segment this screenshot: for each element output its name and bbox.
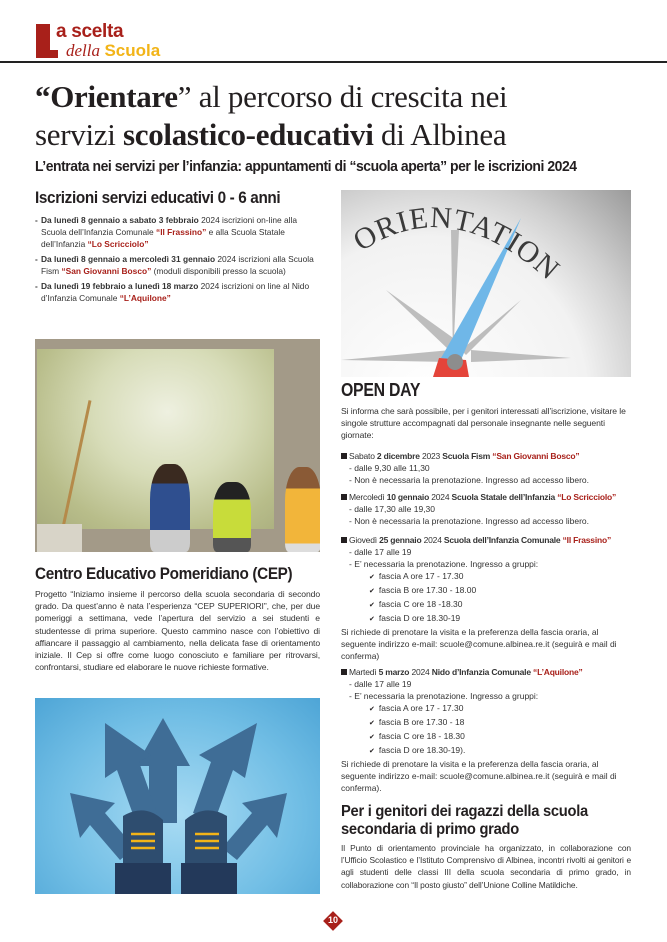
event-date: 10 gennaio: [386, 492, 430, 502]
open-day-event: [341, 450, 633, 486]
school-name: “Il Frassino”: [156, 227, 207, 237]
iscrizioni-list: [35, 214, 320, 304]
headline-bold-1: Orientare: [50, 79, 178, 114]
item-date-range: Da lunedì 19 febbraio a lunedì 18 marzo: [41, 281, 199, 291]
page-headline: [35, 78, 645, 154]
child-figure: [213, 482, 251, 552]
event-note: Si richiede di prenotare la visita e la preferenza della fascia oraria, al seguente indirizzo e-mail: scuole@comune.albinea.re.it (seguirà e mail di conferma).: [341, 759, 617, 793]
cep-text: Progetto “Iniziamo insieme il percorso della scuola secondaria di secondo grado. Da quest’anno è nata l’esperienza “CEP SUPERIORI”, che, per due pomeriggi a settimana, vede l’apertura del servizio a sei studenti e studentesse di prima superiore. Questo cammino nasce con l’obiettivo di affiancare il passaggio al cambiamento, nella delicata fase di orientamento iniziale. Il Cep si offre come luogo conosciuto e familiare per ritrovarsi, confrontarsi, studiare ed elaborare le nuove richieste formative.: [35, 589, 320, 673]
iscrizioni-section: [35, 188, 320, 307]
genitori-title: Per i genitori dei ragazzi della scuola secondaria di primo grado: [341, 803, 588, 838]
logo-scuola: Scuola: [104, 41, 161, 60]
item-date-range: Da lunedì 8 gennaio a sabato 3 febbraio: [41, 215, 199, 225]
logo-della: della: [66, 41, 100, 60]
iscrizioni-title: Iscrizioni servizi educativi 0 - 6 anni: [35, 188, 281, 207]
item-text: 2024 iscrizioni on line al Nido d’Infanzia Comunale: [41, 281, 310, 303]
logo-letter-l: [36, 24, 50, 58]
event-day: Mercoledì: [349, 492, 387, 502]
close-quote: ”: [177, 79, 192, 114]
header-rule: [0, 61, 667, 63]
event-booking: - E’ necessaria la prenotazione. Ingresso a gruppi:: [349, 691, 539, 701]
event-booking: - Non è necessaria la prenotazione. Ingresso ad accesso libero.: [349, 516, 590, 526]
list-item: [35, 280, 320, 304]
item-date-range: Da lunedì 8 gennaio a mercoledì 31 gennaio: [41, 254, 216, 264]
event-day: Giovedì: [349, 535, 380, 545]
time-slot: ✔ fascia B ore 17.30 - 18: [341, 716, 633, 730]
event-heading: [341, 534, 633, 546]
open-day-intro: Si informa che sarà possibile, per i genitori interessati all’iscrizione, visitare le singole strutture accompagnati dal personale insegnante nelle seguenti giornate:: [341, 406, 626, 441]
headline-part-3: di Albinea: [373, 117, 507, 152]
orientation-compass-image: [341, 190, 631, 377]
school-name: “L’Aquilone”: [119, 293, 171, 303]
event-school: Nido d’Infanzia Comunale: [431, 667, 534, 677]
time-slot: ✔ fascia D ore 18.30-19).: [341, 744, 633, 758]
event-hours: - dalle 17 alle 19: [349, 679, 412, 689]
open-day-event: [341, 534, 633, 662]
shoes-arrows-photo: [35, 698, 320, 894]
event-booking: - Non è necessaria la prenotazione. Ingresso ad accesso libero.: [349, 475, 590, 485]
open-quote: “: [35, 79, 51, 114]
time-slot: ✔ fascia A ore 17 - 17.30: [341, 570, 633, 584]
event-heading: [341, 491, 633, 503]
child-figure: [150, 464, 190, 552]
page-number-badge: [323, 911, 343, 931]
cep-title: Centro Educativo Pomeridiano (CEP): [35, 564, 293, 583]
child-figure: [285, 467, 320, 552]
event-note: Si richiede di prenotare la visita e la preferenza della fascia oraria, al seguente indirizzo e-mail: scuole@comune.albinea.re.it (seguirà e mail di conferma): [341, 627, 617, 661]
event-booking: - E’ necessaria la prenotazione. Ingresso a gruppi:: [349, 559, 539, 569]
event-school: Scuola dell’Infanzia Comunale: [443, 535, 563, 545]
time-slot: ✔ fascia D ore 18.30-19: [341, 612, 633, 626]
arrows-illustration: [35, 698, 320, 894]
event-day: Martedì: [349, 667, 379, 677]
compass-illustration: [341, 190, 631, 377]
event-date: 5 marzo: [378, 667, 410, 677]
masthead-logo: [36, 22, 236, 60]
school-name: “Il Frassino”: [562, 535, 612, 545]
time-slot: ✔ fascia C ore 18 - 18.30: [341, 730, 633, 744]
event-hours: - dalle 17,30 alle 19,30: [349, 504, 436, 514]
compass-pivot: [447, 354, 463, 370]
vase: [37, 524, 82, 552]
event-year: 2024: [429, 492, 452, 502]
page-number: 10: [327, 915, 338, 925]
open-day-event: [341, 491, 633, 527]
event-day: Sabato: [349, 451, 377, 461]
school-name: “San Giovanni Bosco”: [492, 451, 580, 461]
event-date: 25 gennaio: [379, 535, 422, 545]
genitori-text: Il Punto di orientamento provinciale ha organizzato, in collaborazione con l’Ufficio Scolastico e l’Istituto Comprensivo di Albinea, incontri rivolti ai genitori e agli studenti delle classi III della scuola secondaria di primo grado, in collaborazione con “Il posto giusto” dell’Unione Colline Matildiche.: [341, 843, 631, 890]
event-heading: [341, 450, 633, 462]
event-date: 2 dicembre: [376, 451, 420, 461]
school-name: “L’Aquilone”: [533, 667, 583, 677]
event-heading: [341, 666, 633, 678]
school-name: “San Giovanni Bosco”: [61, 266, 152, 276]
headline-bold-2: scolastico-educativi: [122, 117, 374, 152]
open-day-event: [341, 666, 633, 794]
headline-part-2: servizi: [35, 117, 123, 152]
list-item: [35, 214, 320, 250]
school-name: “Lo Scricciolo”: [87, 239, 149, 249]
time-slot: ✔ fascia A ore 17 - 17.30: [341, 702, 633, 716]
item-text: 2024 iscrizioni alla Scuola Fism: [41, 254, 314, 276]
compass-word: ORIENTATION: [347, 200, 567, 287]
event-year: 2023: [419, 451, 443, 461]
item-text: e alla Scuola Statale dell’Infanzia: [41, 227, 285, 249]
open-day-title: OPEN DAY: [341, 380, 421, 400]
event-school: Scuola Fism: [442, 451, 493, 461]
logo-line-1: a scelta: [56, 21, 124, 42]
page-subheading: L’entrata nei servizi per l’infanzia: appuntamenti di “scuola aperta” per le iscrizioni 2024: [35, 158, 577, 175]
logo-line-2: [66, 41, 160, 62]
item-text: 2024 iscrizioni on-line alla Scuola dell’Infanzia Comunale: [41, 215, 297, 237]
arrow-right-icon: [222, 793, 287, 860]
children-projection-photo: [35, 339, 320, 552]
event-school: Scuola Statale dell’Infanzia: [451, 492, 558, 502]
time-slot: ✔ fascia B ore 17.30 - 18.00: [341, 584, 633, 598]
event-year: 2024: [409, 667, 432, 677]
event-hours: - dalle 9,30 alle 11,30: [349, 463, 430, 473]
event-year: 2024: [421, 535, 444, 545]
event-hours: - dalle 17 alle 19: [349, 547, 412, 557]
item-text: (moduli disponibili presso la scuola): [151, 266, 286, 276]
list-item: [35, 253, 320, 277]
time-slot: ✔ fascia C ore 18 -18.30: [341, 598, 633, 612]
headline-part-1: al percorso di crescita nei: [191, 79, 508, 114]
school-name: “Lo Scricciolo”: [557, 492, 617, 502]
